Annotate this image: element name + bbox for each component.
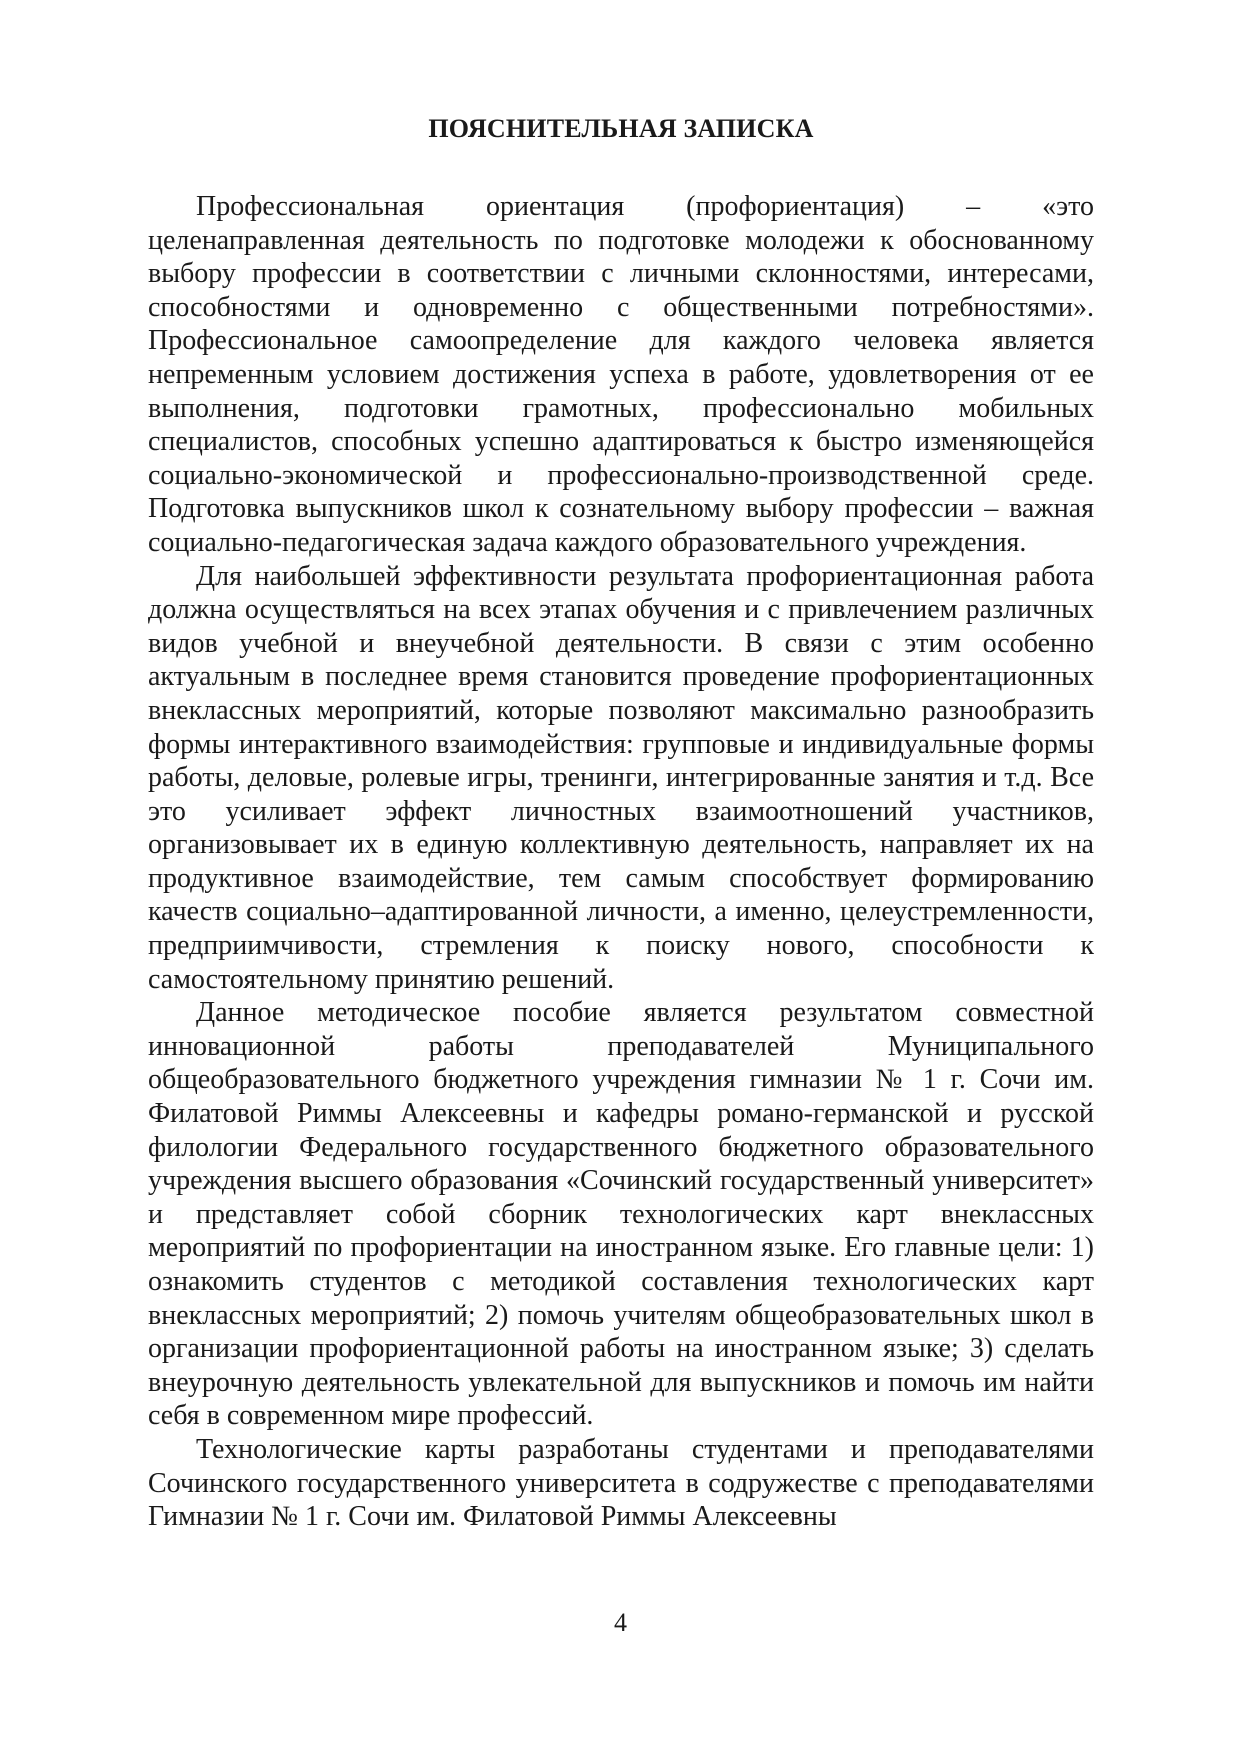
document-page <box>148 112 1094 1534</box>
page-number: 4 <box>614 1608 627 1637</box>
page-title: ПОЯСНИТЕЛЬНАЯ ЗАПИСКА <box>428 114 814 143</box>
paragraph-technological-cards: Технологические карты разработаны студентами и преподавателями Сочинского государственного университета в содружестве с преподавателями Гимназии № 1 г. Сочи им. Филатовой Риммы Алексеевны <box>148 1433 1094 1533</box>
paragraph-effectiveness: Для наибольшей эффективности результата профориентационная работа должна осуществляться на всех этапах обучения и с привлечением различных видов учебной и внеучебной деятельности. В связи с этим особенно актуальным в последнее время становится проведение профориентационных внеклассных мероприятий, которые позволяют максимально разнообразить формы интерактивного взаимодействия: групповые и индивидуальные формы работы, деловые, ролевые игры, тренинги, интегрированные занятия и т.д. Все это усиливает эффект личностных взаимоотношений участников, организовывает их в единую коллективную деятельность, направляет их на продуктивное взаимодействие, тем самым способствует формированию качеств социально–адаптированной личности, а именно, целеустремленности, предприимчивости, стремления к поиску нового, способности к самостоятельному принятию решений. <box>148 560 1094 995</box>
paragraph-career-guidance-definition: Профессиональная ориентация (профориентация) – «это целенаправленная деятельность по подготовке молодежи к обоснованному выбору профессии в соответствии с личными склонностями, интересами, способностями и одновременно с общественными потребностями». Профессиональное самоопределение для каждого человека является непременным условием достижения успеха в работе, удовлетворения от ее выполнения, подготовки грамотных, профессионально мобильных специалистов, способных успешно адаптироваться к быстро изменяющейся социально-экономической и профессионально-производственной среде. Подготовка выпускников школ к сознательному выбору профессии – важная социально-педагогическая задача каждого образовательного учреждения. <box>148 191 1094 558</box>
paragraph-methodical-manual: Данное методическое пособие является результатом совместной инновационной работы преподавателей Муниципального общеобразовательного бюджетного учреждения гимназии № 1 г. Сочи им. Филатовой Риммы Алексеевны и кафедры романо-германской и русской филологии Федерального государственного бюджетного образовательного учреждения высшего образования «Сочинский государственный университет» и представляет собой сборник технологических карт внеклассных мероприятий по профориентации на иностранном языке. Его главные цели: 1) ознакомить студентов с методикой составления технологических карт внеклассных мероприятий; 2) помочь учителям общеобразовательных школ в организации профориентационной работы на иностранном языке; 3) сделать внеурочную деятельность увлекательной для выпускников и помочь им найти себя в современном мире профессий. <box>148 997 1094 1432</box>
